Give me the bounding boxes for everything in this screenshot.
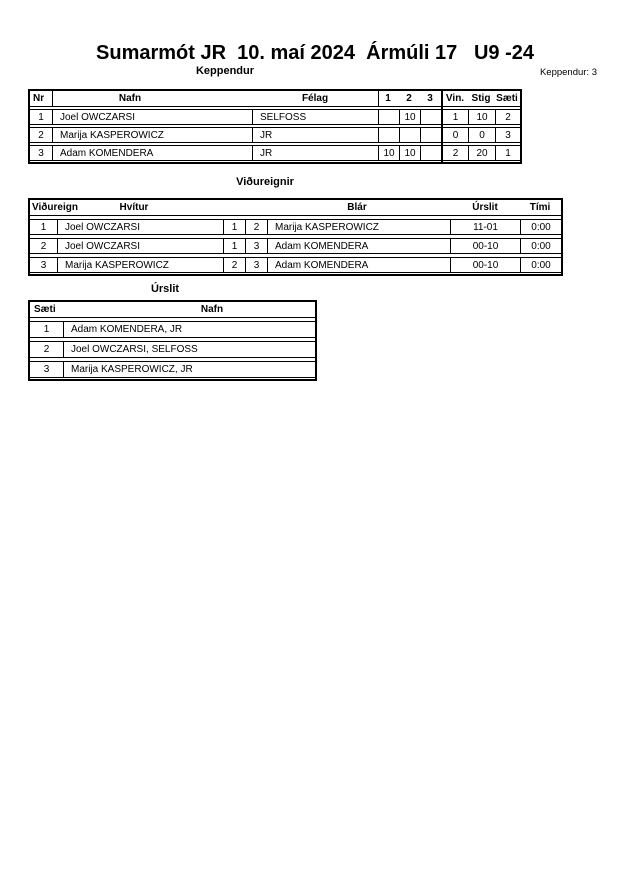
cell-hvitur: Joel OWCZARSI bbox=[57, 239, 223, 253]
header-saeti: Sæti bbox=[496, 93, 518, 104]
cell-nafn: Marija KASPEROWICZ, JR bbox=[63, 362, 315, 377]
cell-stig: 0 bbox=[468, 128, 495, 142]
section-title-urslit: Úrslit bbox=[150, 283, 180, 295]
cell-blar: Marija KASPEROWICZ bbox=[267, 220, 450, 234]
cell-nr: 3 bbox=[38, 148, 44, 159]
table-row bbox=[30, 127, 520, 143]
cell-timi: 0:00 bbox=[520, 258, 561, 272]
section-title-vidureignir: Viðureignir bbox=[236, 176, 294, 188]
table-row bbox=[30, 361, 315, 378]
cell-hvitur-nr: 1 bbox=[223, 220, 245, 234]
cell-saeti: 1 bbox=[495, 146, 520, 160]
cell-blar: Adam KOMENDERA bbox=[267, 239, 450, 253]
cell-nafn: Marija KASPEROWICZ bbox=[52, 128, 252, 142]
header-nr: Nr bbox=[33, 93, 45, 104]
cell-timi: 0:00 bbox=[520, 239, 561, 253]
competitors-count: Keppendur: 3 bbox=[539, 67, 597, 78]
table-row bbox=[30, 145, 520, 161]
cell-urslit: 00-10 bbox=[450, 258, 520, 272]
table-row bbox=[30, 321, 315, 338]
cell-blar-nr: 3 bbox=[245, 258, 267, 272]
header-separator bbox=[378, 91, 379, 106]
table-row bbox=[30, 341, 315, 358]
cell-round3 bbox=[420, 128, 441, 142]
cell-blar-nr: 3 bbox=[245, 239, 267, 253]
vidureignir-table bbox=[28, 198, 563, 276]
cell-round2: 10 bbox=[399, 146, 420, 160]
header-separator bbox=[52, 91, 53, 106]
cell-urslit: 00-10 bbox=[450, 239, 520, 253]
cell-round1 bbox=[378, 128, 399, 142]
cell-felag: JR bbox=[252, 146, 378, 160]
cell-saeti: 2 bbox=[43, 344, 50, 355]
cell-hvitur-nr: 1 bbox=[223, 239, 245, 253]
cell-vin: 2 bbox=[441, 146, 468, 160]
header-vidureign: Viðureign bbox=[32, 202, 78, 213]
header-round1: 1 bbox=[385, 93, 391, 104]
header-stig: Stig bbox=[471, 93, 491, 104]
header-hvitur: Hvítur bbox=[119, 202, 149, 213]
cell-timi: 0:00 bbox=[520, 220, 561, 234]
cell-nafn: Joel OWCZARSI, SELFOSS bbox=[63, 342, 315, 357]
keppendur-table bbox=[28, 89, 522, 164]
header-round3: 3 bbox=[427, 93, 433, 104]
header-nafn: Nafn bbox=[200, 304, 224, 315]
cell-round2: 10 bbox=[399, 110, 420, 124]
cell-hvitur: Joel OWCZARSI bbox=[57, 220, 223, 234]
header-round2: 2 bbox=[406, 93, 412, 104]
page-title: Sumarmót JR 10. maí 2024 Ármúli 17 U9 -24 bbox=[96, 42, 534, 64]
cell-nafn: Adam KOMENDERA bbox=[52, 146, 252, 160]
cell-round2 bbox=[399, 128, 420, 142]
cell-match-number: 3 bbox=[40, 260, 47, 271]
urslit-table bbox=[28, 300, 317, 381]
header-nafn: Nafn bbox=[118, 93, 142, 104]
cell-match-number: 2 bbox=[40, 241, 47, 252]
cell-hvitur: Marija KASPEROWICZ bbox=[57, 258, 223, 272]
cell-felag: JR bbox=[252, 128, 378, 142]
cell-round3 bbox=[420, 110, 441, 124]
cell-nafn: Joel OWCZARSI bbox=[52, 110, 252, 124]
header-urslit: Úrslit bbox=[472, 202, 498, 213]
cell-saeti: 2 bbox=[495, 110, 520, 124]
header-saeti: Sæti bbox=[34, 304, 56, 315]
cell-round3 bbox=[420, 146, 441, 160]
cell-blar-nr: 2 bbox=[245, 220, 267, 234]
table-row bbox=[30, 219, 561, 235]
cell-stig: 10 bbox=[468, 110, 495, 124]
urslit-table-header bbox=[30, 302, 315, 318]
cell-nafn: Adam KOMENDERA, JR bbox=[63, 322, 315, 337]
keppendur-table-header bbox=[30, 91, 520, 107]
cell-saeti: 3 bbox=[495, 128, 520, 142]
cell-saeti: 1 bbox=[43, 324, 50, 335]
table-divider bbox=[441, 91, 443, 162]
table-row bbox=[30, 257, 561, 273]
header-felag: Félag bbox=[301, 93, 329, 104]
header-timi: Tími bbox=[529, 202, 551, 213]
cell-nr: 2 bbox=[38, 130, 44, 141]
vidureignir-table-header bbox=[30, 200, 561, 216]
cell-stig: 20 bbox=[468, 146, 495, 160]
cell-round1: 10 bbox=[378, 146, 399, 160]
cell-hvitur-nr: 2 bbox=[223, 258, 245, 272]
table-row bbox=[30, 109, 520, 125]
cell-nr: 1 bbox=[38, 112, 44, 123]
cell-saeti: 3 bbox=[43, 364, 50, 375]
cell-felag: SELFOSS bbox=[252, 110, 378, 124]
cell-urslit: 11-01 bbox=[450, 220, 520, 234]
cell-vin: 1 bbox=[441, 110, 468, 124]
header-vin: Vin. bbox=[445, 93, 465, 104]
table-row bbox=[30, 238, 561, 254]
cell-vin: 0 bbox=[441, 128, 468, 142]
section-title-keppendur: Keppendur bbox=[195, 65, 255, 77]
cell-match-number: 1 bbox=[40, 222, 47, 233]
cell-blar: Adam KOMENDERA bbox=[267, 258, 450, 272]
cell-round1 bbox=[378, 110, 399, 124]
header-blar: Blár bbox=[347, 202, 367, 213]
